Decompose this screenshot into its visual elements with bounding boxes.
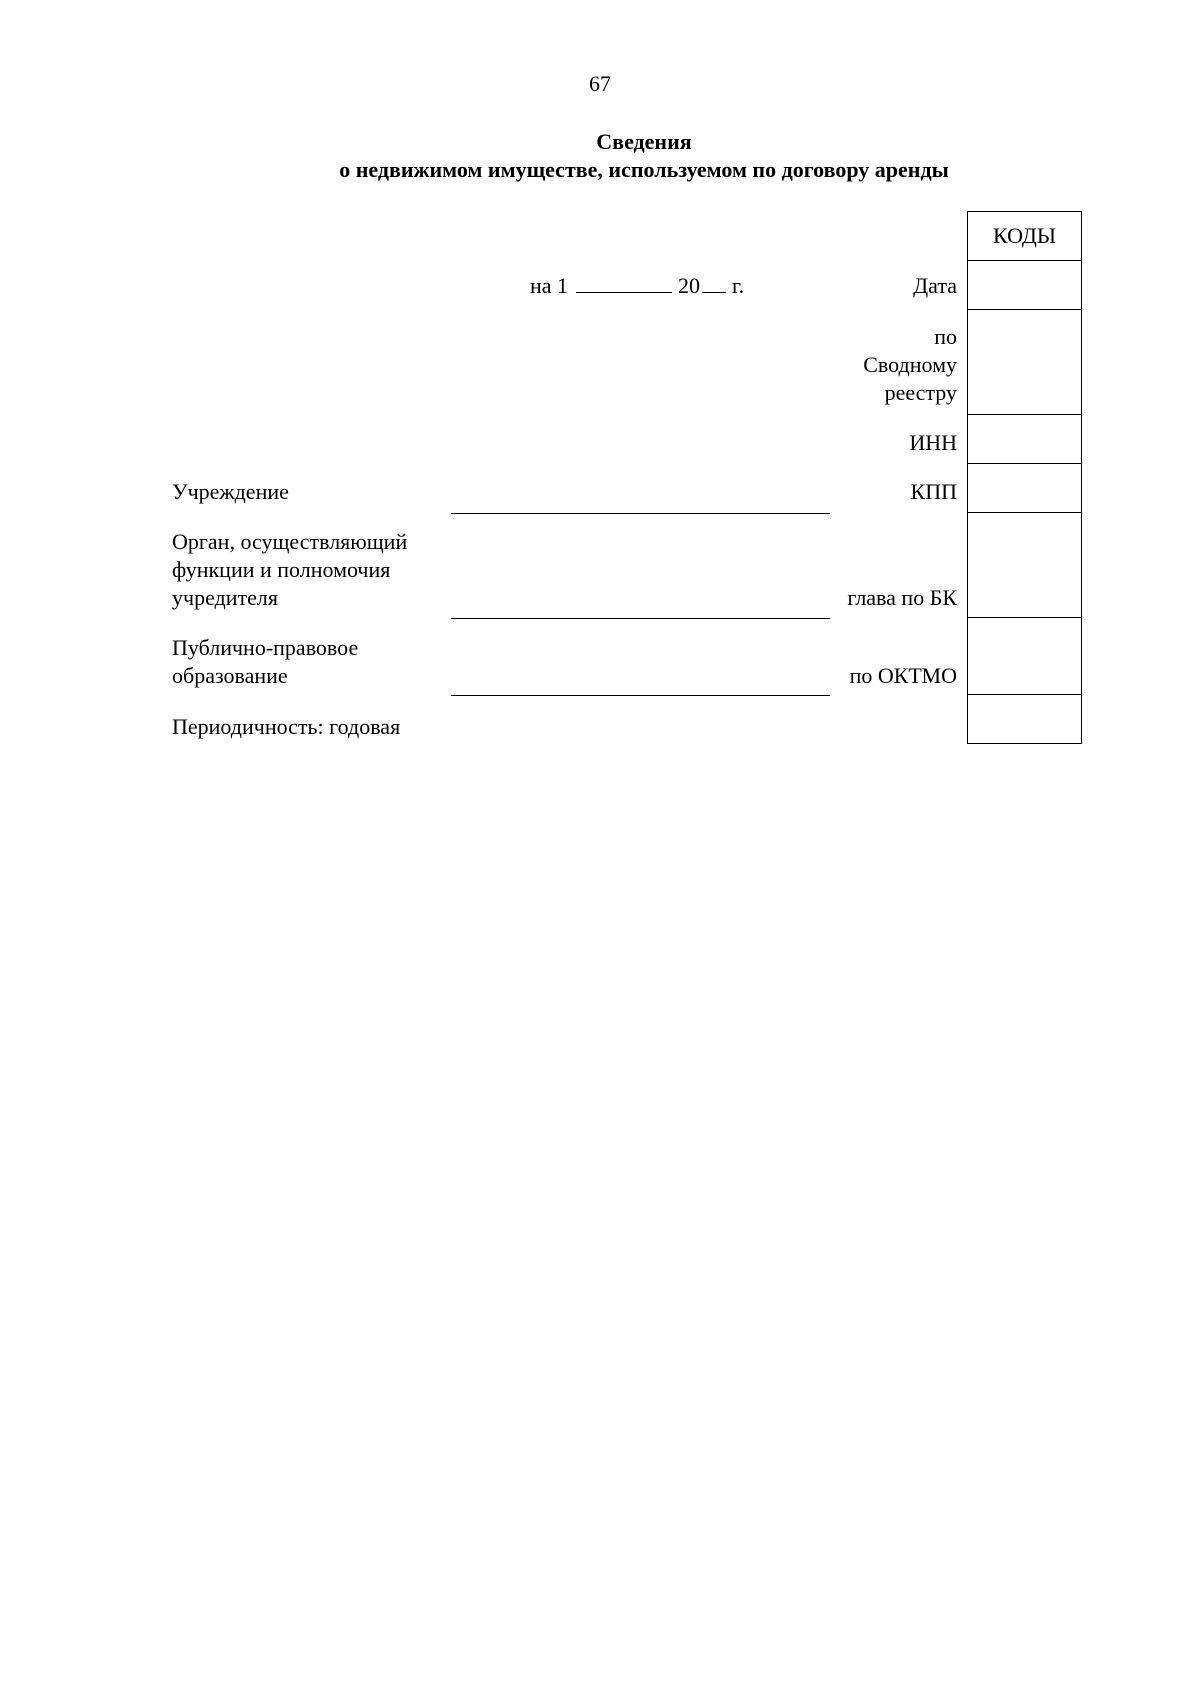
date-code-cell <box>968 261 1082 310</box>
registry-code-cell <box>968 310 1082 415</box>
oktmo-code-cell <box>968 618 1082 695</box>
document-title: Сведения <box>596 129 692 154</box>
report-date-line <box>530 272 744 300</box>
month-blank <box>576 272 672 293</box>
institution-label: Учреждение <box>172 479 289 504</box>
inn-code-cell <box>968 415 1082 464</box>
periodicity-code-cell <box>968 695 1082 744</box>
year-blank <box>702 272 726 293</box>
public-entity-field-line <box>451 695 830 696</box>
date-prefix: на 1 <box>530 273 569 298</box>
founder-field-line <box>451 618 830 619</box>
registry-label-line3: реестру <box>884 380 957 405</box>
bk-code-cell <box>968 513 1082 618</box>
date-label: Дата <box>913 273 957 298</box>
registry-label-line1: по <box>934 324 957 349</box>
inn-label: ИНН <box>909 430 957 455</box>
page-number: 67 <box>589 71 611 96</box>
oktmo-label: по ОКТМО <box>849 663 957 688</box>
founder-label-line2: функции и полномочия <box>172 557 391 582</box>
periodicity-label: Периодичность: годовая <box>172 714 401 739</box>
bk-label: глава по БК <box>847 585 957 610</box>
codes-table <box>967 211 1082 744</box>
document-subtitle: о недвижимом имуществе, используемом по договору аренды <box>339 157 949 182</box>
year-prefix: 20 <box>678 273 701 298</box>
public-entity-label-line2: образование <box>172 663 288 688</box>
registry-label-line2: Сводному <box>863 352 957 377</box>
year-suffix: г. <box>732 273 745 298</box>
kpp-code-cell <box>968 464 1082 513</box>
codes-header: КОДЫ <box>968 212 1082 261</box>
public-entity-label-line1: Публично-правовое <box>172 635 359 660</box>
founder-label-line3: учредителя <box>172 585 278 610</box>
kpp-label: КПП <box>910 479 957 504</box>
institution-field-line <box>451 513 830 514</box>
founder-label-line1: Орган, осуществляющий <box>172 529 408 554</box>
